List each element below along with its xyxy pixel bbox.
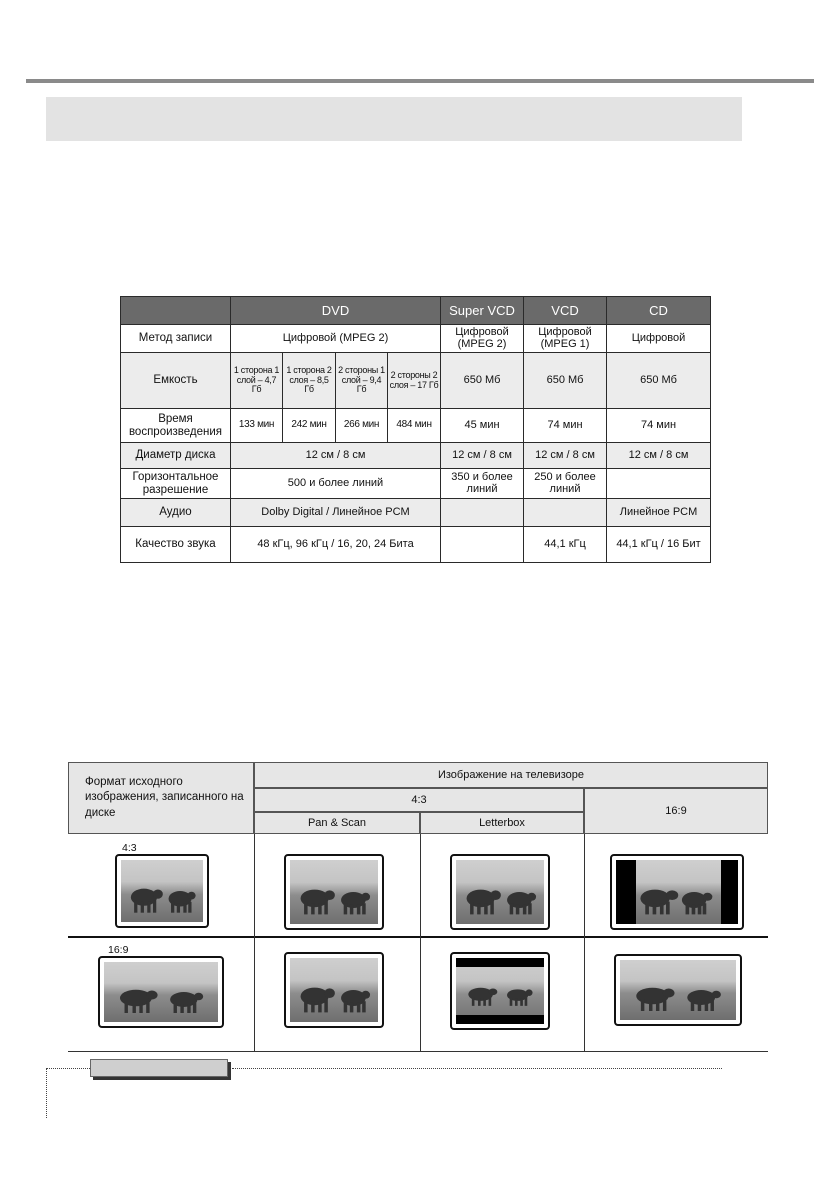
note-tab: [90, 1059, 228, 1077]
cell: 44,1 кГц: [524, 527, 607, 563]
aspect-ratio-table: [68, 762, 768, 1052]
ratio-169-header: 16:9: [584, 788, 768, 834]
cell: 1 сторона 2 слоя – 8,5 Гб: [283, 353, 336, 409]
tv-frame-169-pillarbox: [610, 854, 744, 930]
header-cd: CD: [607, 297, 711, 325]
cell: 12 см / 8 см: [231, 443, 441, 469]
pillarbox-bar-left: [616, 860, 636, 924]
ratio-43-header: 4:3: [254, 788, 584, 812]
cell: Dolby Digital / Линейное PCM: [231, 499, 441, 527]
cell: 45 мин: [441, 409, 524, 443]
row-label: Горизонтальное разрешение: [121, 469, 231, 499]
cell: Цифровой: [607, 325, 711, 353]
cell: 650 Мб: [607, 353, 711, 409]
header-blank: [121, 297, 231, 325]
elephants-image: [290, 860, 378, 924]
header-vcd: VCD: [524, 297, 607, 325]
cell: [524, 499, 607, 527]
cell: Цифровой (MPEG 2): [231, 325, 441, 353]
col-divider: [420, 834, 421, 1052]
disc-spec-table: [120, 296, 711, 563]
row-capacity: [121, 353, 711, 409]
elephants-image: [104, 962, 218, 1022]
cell: 350 и более линий: [441, 469, 524, 499]
col-divider: [254, 834, 255, 1052]
row1-source-label: 4:3: [122, 842, 137, 854]
letterbox-bar-bottom: [456, 1015, 544, 1024]
header-dvd: DVD: [231, 297, 441, 325]
cell: 74 мин: [607, 409, 711, 443]
cell: [441, 527, 524, 563]
cell: 650 Мб: [441, 353, 524, 409]
cell: 12 см / 8 см: [607, 443, 711, 469]
row-label: Метод записи: [121, 325, 231, 353]
row-label: Аудио: [121, 499, 231, 527]
row-audio: [121, 499, 711, 527]
cell: 12 см / 8 см: [524, 443, 607, 469]
cell: 484 мин: [388, 409, 441, 443]
letterbox-header: Letterbox: [420, 812, 584, 834]
top-rule: [26, 79, 814, 83]
cell: 12 см / 8 см: [441, 443, 524, 469]
note-dotted-line: [46, 1068, 90, 1069]
col-divider: [584, 834, 585, 1052]
note-dotted-line: [232, 1068, 722, 1069]
cell: Цифровой (MPEG 1): [524, 325, 607, 353]
cell: 48 кГц, 96 кГц / 16, 20, 24 Бита: [231, 527, 441, 563]
pan-scan-header: Pan & Scan: [254, 812, 420, 834]
tv-frame-letterbox-169: [450, 952, 550, 1030]
elephants-image: [620, 960, 736, 1020]
note-dotted-border: [46, 1068, 47, 1118]
row-resolution: [121, 469, 711, 499]
tv-frame-pan-scan-43: [284, 854, 384, 930]
cell: 242 мин: [283, 409, 336, 443]
elephants-image: [290, 958, 378, 1022]
cell: 500 и более линий: [231, 469, 441, 499]
elephants-image: [121, 860, 203, 922]
cell: 2 стороны 2 слоя – 17 Гб: [388, 353, 441, 409]
cell: [441, 499, 524, 527]
cell: 250 и более линий: [524, 469, 607, 499]
section-title-band: [46, 97, 742, 141]
cell: 650 Мб: [524, 353, 607, 409]
row-divider: [68, 936, 768, 938]
row-label: Диаметр диска: [121, 443, 231, 469]
cell: 2 стороны 1 слой – 9,4 Гб: [336, 353, 388, 409]
tv-frame-169-full: [614, 954, 742, 1026]
header-svcd: Super VCD: [441, 297, 524, 325]
cell: 266 мин: [336, 409, 388, 443]
cell: Цифровой (MPEG 2): [441, 325, 524, 353]
row-label: Качество звука: [121, 527, 231, 563]
cell: Линейное PCM: [607, 499, 711, 527]
row-quality: [121, 527, 711, 563]
row-label: Емкость: [121, 353, 231, 409]
cell: 44,1 кГц / 16 Бит: [607, 527, 711, 563]
cell: 133 мин: [231, 409, 283, 443]
tv-frame-source-43: [115, 854, 209, 928]
tv-frame-pan-scan-169: [284, 952, 384, 1028]
pillarbox-bar-right: [721, 860, 738, 924]
row2-source-label: 16:9: [108, 944, 129, 956]
row-label: Время воспроизведения: [121, 409, 231, 443]
source-format-header: Формат исходного изображения, записанного на диске: [68, 762, 254, 834]
row-diameter: [121, 443, 711, 469]
tv-image-header: Изображение на телевизоре: [254, 762, 768, 788]
letterbox-bar-top: [456, 958, 544, 967]
row-playtime: [121, 409, 711, 443]
cell: [607, 469, 711, 499]
table-bottom-line: [68, 1051, 768, 1052]
tv-frame-letterbox-43: [450, 854, 550, 930]
elephants-image: [456, 860, 544, 924]
cell: 1 сторона 1 слой – 4,7 Гб: [231, 353, 283, 409]
cell: 74 мин: [524, 409, 607, 443]
tv-frame-source-169: [98, 956, 224, 1028]
row-method: [121, 325, 711, 353]
